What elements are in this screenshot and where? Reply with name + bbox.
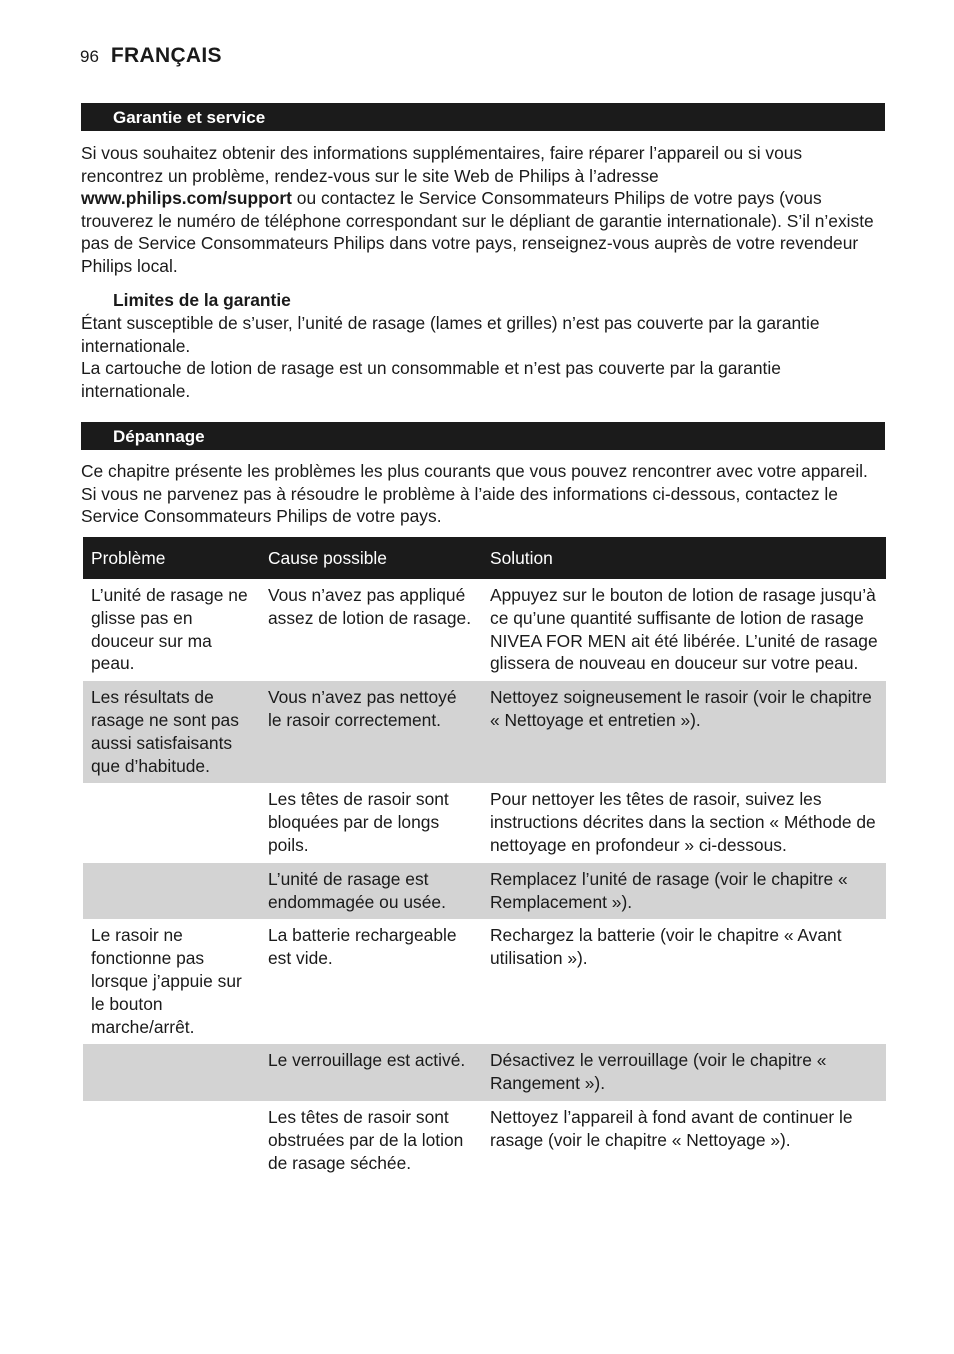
warranty-limits-text-2: La cartouche de lotion de rasage est un consommable et n’est pas couverte par la garantie internationale. (81, 358, 781, 401)
problem-cell (83, 863, 260, 920)
cause-cell: La batterie rechargeable est vide. (268, 925, 457, 969)
cause-cell: Le verrouillage est activé. (260, 1044, 482, 1101)
solution-cell: Nettoyez soigneusement le rasoir (voir le chapitre « Nettoyage et entretien »). (482, 681, 886, 783)
table-row (83, 863, 886, 920)
warranty-text-2: ou contactez le Service Consommateurs Philips de votre pays (vous trouverez le numéro de téléphone correspondant sur le dépliant de garantie internationale). S’il n’existe pas de Service Consommateurs Philips dans votre pays, renseignez-vous auprès de votre revendeur Philips local. (81, 188, 874, 276)
table-row (83, 681, 886, 783)
language-title: FRANÇAIS (110, 44, 222, 67)
solution-cell: Pour nettoyer les têtes de rasoir, suivez les instructions décrites dans la section « Méthode de nettoyage en profondeur » ci-dessous. (490, 789, 876, 855)
solution-cell: Désactivez le verrouillage (voir le chapitre « Rangement »). (482, 1044, 886, 1101)
table-row (83, 1101, 886, 1180)
solution-cell: Appuyez sur le bouton de lotion de rasage jusqu’à ce qu’une quantité suffisante de lotion de rasage NIVEA FOR MEN ait été libérée. L’unité de rasage glissera de nouveau en douceur sur votre peau. (490, 585, 878, 674)
page-header (80, 44, 222, 68)
troubleshooting-table (83, 537, 886, 1180)
table-row (83, 579, 886, 681)
support-link[interactable]: www.philips.com/support (81, 188, 292, 209)
header-cause: Cause possible (260, 537, 482, 579)
table-row (83, 1044, 886, 1101)
problem-cell: Le rasoir ne fonctionne pas lorsque j’appuie sur le bouton marche/arrêt. (91, 925, 242, 1037)
cause-cell: Vous n’avez pas nettoyé le rasoir correctement. (260, 681, 482, 783)
warranty-limits-text-1: Étant susceptible de s’user, l’unité de rasage (lames et grilles) n’est pas couverte par la garantie internationale. (81, 313, 820, 356)
problem-cell (83, 1101, 260, 1180)
solution-cell: Remplacez l’unité de rasage (voir le chapitre « Remplacement »). (482, 863, 886, 920)
warranty-limits-heading: Limites de la garantie (113, 290, 291, 310)
problem-cell: L’unité de rasage ne glisse pas en douceur sur ma peau. (91, 585, 248, 674)
problem-cell (83, 1044, 260, 1101)
troubleshooting-section-title: Dépannage (81, 422, 885, 450)
solution-cell: Rechargez la batterie (voir le chapitre « Avant utilisation »). (490, 925, 842, 969)
warranty-text-1: Si vous souhaitez obtenir des informations supplémentaires, faire réparer l’appareil ou si vous rencontrez un problème, rendez-vous sur le site Web de Philips à l’adresse (81, 143, 803, 186)
solution-cell: Nettoyez l’appareil à fond avant de continuer le rasage (voir le chapitre « Nettoyage »). (490, 1106, 853, 1150)
cause-cell: Les têtes de rasoir sont obstruées par de la lotion de rasage séchée. (268, 1106, 464, 1173)
cause-cell: L’unité de rasage est endommagée ou usée. (260, 863, 482, 920)
cause-cell: Les têtes de rasoir sont bloquées par de longs poils. (268, 789, 449, 855)
cause-cell: Vous n’avez pas appliqué assez de lotion de rasage. (268, 585, 472, 628)
table-header-row (83, 537, 886, 579)
header-solution: Solution (482, 537, 886, 579)
warranty-section-title: Garantie et service (81, 103, 885, 131)
problem-cell: Les résultats de rasage ne sont pas aussi satisfaisants que d’habitude. (83, 681, 260, 783)
table-row (83, 783, 886, 862)
header-problem: Problème (83, 537, 260, 579)
problem-cell (83, 783, 260, 862)
table-row (83, 919, 886, 1044)
troubleshooting-intro: Ce chapitre présente les problèmes les plus courants que vous pouvez rencontrer avec votre appareil. Si vous ne parvenez pas à résoudre le problème à l’aide des informations ci-dessous, contactez le Service Consommateurs Philips de votre pays. (81, 461, 868, 527)
page-number: 96 (80, 47, 99, 66)
warranty-paragraph (81, 142, 881, 278)
